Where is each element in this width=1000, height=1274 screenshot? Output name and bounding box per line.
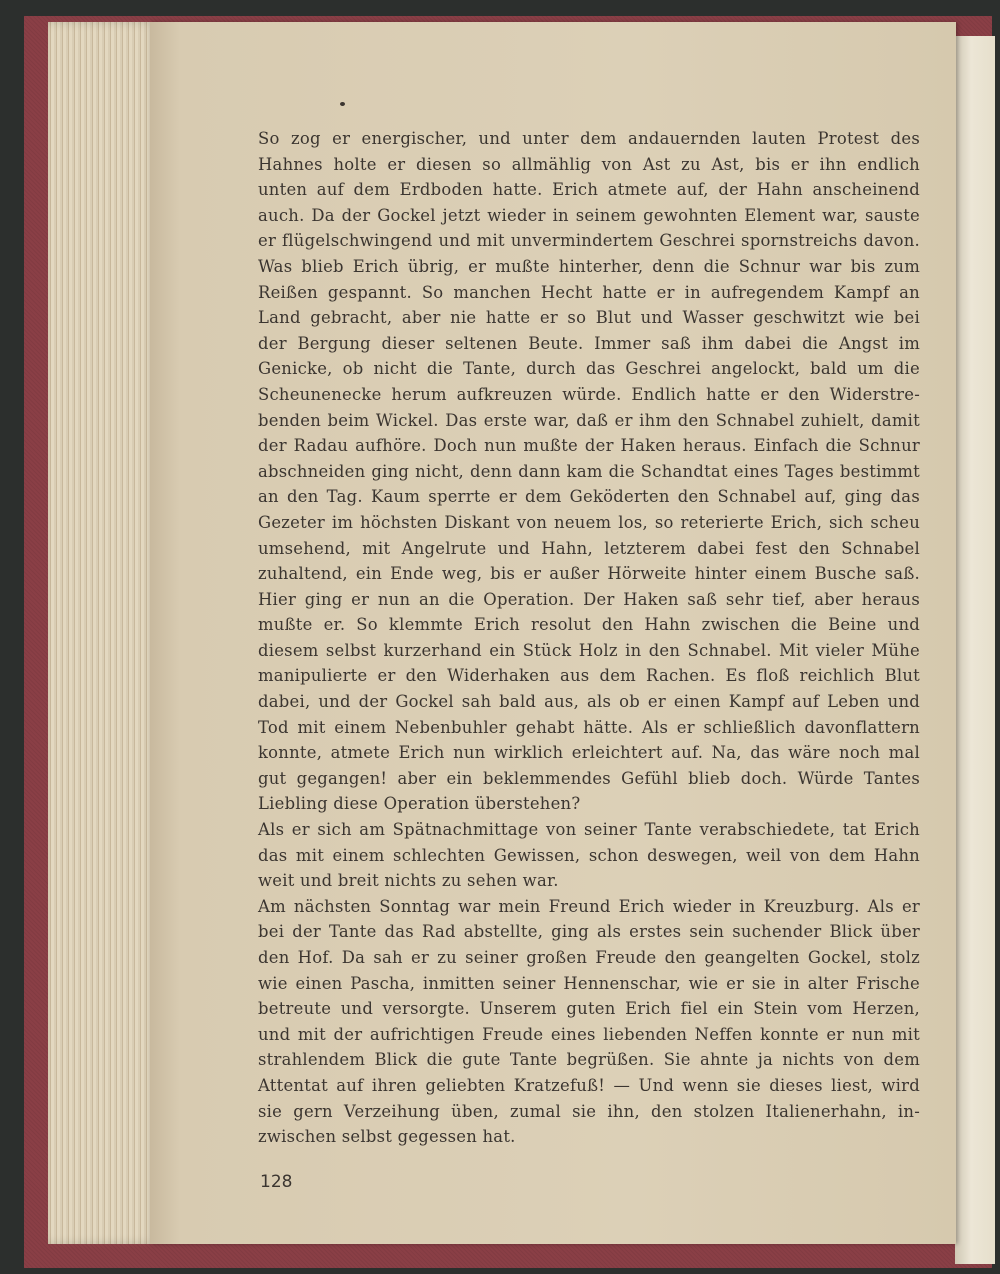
text-line: weit und breit nichts zu sehen war. <box>258 871 559 891</box>
facing-page-edge <box>955 36 995 1264</box>
text-line: umsehend, mit Angelrute und Hahn, letzterem dabei fest den Schnabel <box>258 538 920 558</box>
text-line: sie gern Verzeihung üben, zumal sie ihn, den stolzen Italienerhahn, in- <box>258 1101 920 1121</box>
page-edges <box>48 22 158 1244</box>
text-line: Was blieb Erich übrig, er mußte hinterher, denn die Schnur war bis zum <box>258 256 920 276</box>
text-line: konnte, atmete Erich nun wirklich erleichtert auf. Na, das wäre noch mal <box>258 743 920 763</box>
text-line: er flügelschwingend und mit unvermindertem Geschrei spornstreichs davon. <box>258 231 920 251</box>
text-line: benden beim Wickel. Das erste war, daß er ihm den Schnabel zuhielt, damit <box>258 410 920 430</box>
text-line: der Bergung dieser seltenen Beute. Immer saß ihm dabei die Angst im <box>258 333 920 353</box>
text-line: diesem selbst kurzerhand ein Stück Holz in den Schnabel. Mit vieler Mühe <box>258 640 920 660</box>
text-line: strahlendem Blick die gute Tante begrüßen. Sie ahnte ja nichts von dem <box>258 1050 920 1070</box>
text-line: Genicke, ob nicht die Tante, durch das Geschrei angelockt, bald um die <box>258 359 920 379</box>
text-line: zuhaltend, ein Ende weg, bis er außer Hörweite hinter einem Busche saß. <box>258 564 920 584</box>
text-line: Land gebracht, aber nie hatte er so Blut und Wasser geschwitzt wie bei <box>258 308 920 328</box>
text-line: bei der Tante das Rad abstellte, ging als erstes sein suchender Blick über <box>258 922 920 942</box>
text-line: der Radau aufhöre. Doch nun mußte der Haken heraus. Einfach die Schnur <box>258 436 920 456</box>
text-line: Liebling diese Operation überstehen? <box>258 794 581 814</box>
text-line: Am nächsten Sonntag war mein Freund Erich wieder in Kreuzburg. Als er <box>258 896 920 916</box>
text-line: dabei, und der Gockel sah bald aus, als ob er einen Kampf auf Leben und <box>258 692 920 712</box>
text-line: zwischen selbst gegessen hat. <box>258 1127 516 1147</box>
text-line: Scheunenecke herum aufkreuzen würde. Endlich hatte er den Widerstre- <box>258 384 920 404</box>
text-line: auch. Da der Gockel jetzt wieder in seinem gewohnten Element war, sauste <box>258 205 920 225</box>
text-line: Tod mit einem Nebenbuhler gehabt hätte. Als er schließlich davonflattern <box>258 717 920 737</box>
ink-speck <box>340 102 345 106</box>
text-line: Attentat auf ihren geliebten Kratzefuß! — Und wenn sie dieses liest, wird <box>258 1075 920 1095</box>
text-line: So zog er energischer, und unter dem andauernden lauten Protest des <box>258 129 920 148</box>
text-line: Als er sich am Spätnachmittage von seiner Tante verabschiedete, tat Erich <box>258 820 920 840</box>
text-line: den Hof. Da sah er zu seiner großen Freude den geangelten Gockel, stolz <box>258 948 920 967</box>
text-line: manipulierte er den Widerhaken aus dem Rachen. Es floß reichlich Blut <box>258 666 920 686</box>
text-line: betreute und versorgte. Unserem guten Erich fiel ein Stein vom Herzen, <box>258 999 920 1019</box>
text-line: gut gegangen! aber ein beklemmendes Gefühl blieb doch. Würde Tantes <box>258 768 920 788</box>
text-line: wie einen Pascha, inmitten seiner Hennenschar, wie er sie in alter Frische <box>258 973 920 993</box>
text-line: Gezeter im höchsten Diskant von neuem los, so reterierte Erich, sich scheu <box>258 512 920 532</box>
text-line: Reißen gespannt. So manchen Hecht hatte er in aufregendem Kampf an <box>258 282 920 302</box>
text-line: Hier ging er nun an die Operation. Der Haken saß sehr tief, aber heraus <box>258 589 920 609</box>
text-line: an den Tag. Kaum sperrte er dem Geköderten den Schnabel auf, ging das <box>258 487 920 507</box>
text-line: unten auf dem Erdboden hatte. Erich atmete auf, der Hahn anscheinend <box>258 180 920 200</box>
text-line: und mit der aufrichtigen Freude eines liebenden Neffen konnte er nun mit <box>258 1024 920 1044</box>
text-line: abschneiden ging nicht, denn dann kam die Schandtat eines Tages bestimmt <box>258 461 920 481</box>
body-text <box>258 126 920 1150</box>
text-line: Hahnes holte er diesen so allmählig von Ast zu Ast, bis er ihn endlich <box>258 154 920 174</box>
page-number: 128 <box>260 1172 293 1192</box>
text-line: das mit einem schlechten Gewissen, schon deswegen, weil von dem Hahn <box>258 845 920 865</box>
text-line: mußte er. So klemmte Erich resolut den Hahn zwischen die Beine und <box>258 615 920 635</box>
